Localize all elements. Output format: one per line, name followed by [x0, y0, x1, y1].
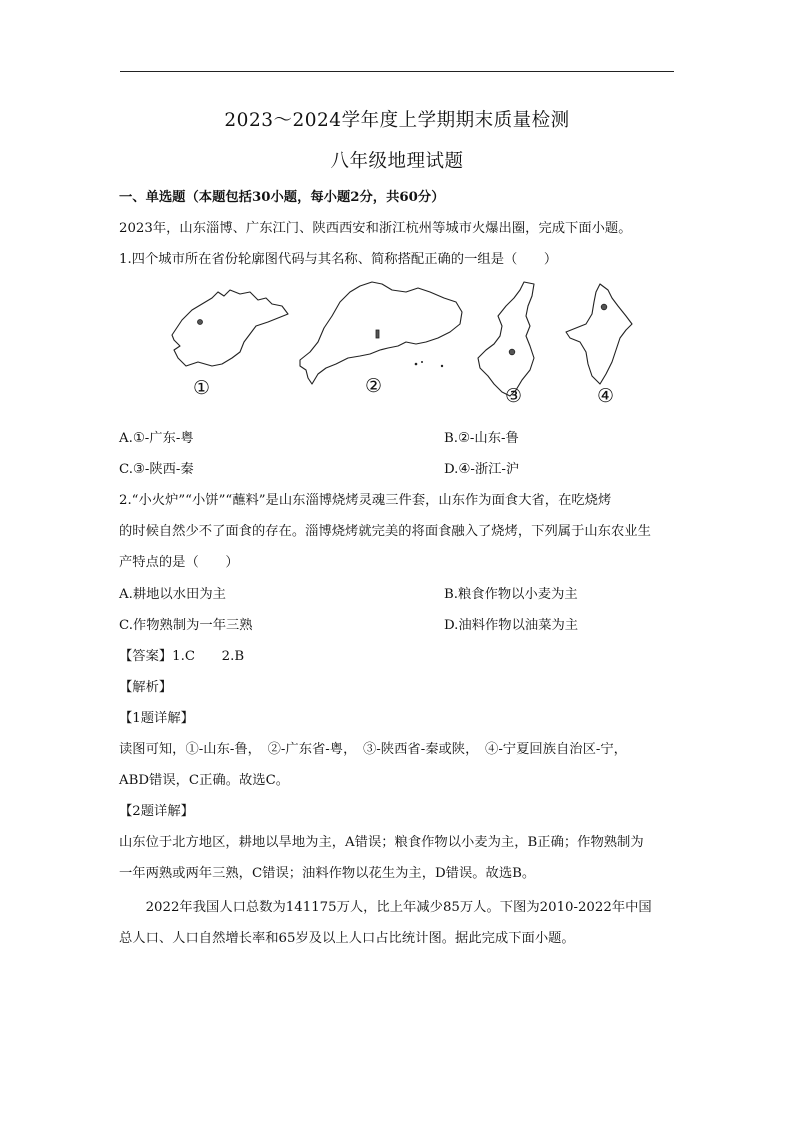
- intro-text-2-line-1: 2022年我国人口总数为141175万人，比上年减少85万人。下图为2010-2022年中国: [119, 900, 652, 915]
- map-guangdong-island: [441, 365, 443, 367]
- map-shandong-city-dot: [198, 320, 203, 325]
- question-2-stem-line-2: 的时候自然少不了面食的存在。淄博烧烤就完美的将面食融入了烧烤，下列属于山东农业生: [119, 524, 651, 539]
- page-title: 2023～2024学年度上学期期末质量检测: [224, 110, 570, 131]
- map-label-3: ③: [505, 385, 523, 407]
- detail-1-line-1: 读图可知，①-山东-鲁， ②-广东省-粤， ③-陕西省-秦或陕， ④-宁夏回族自治区-宁，: [119, 742, 627, 757]
- map-guangdong-island: [421, 361, 423, 363]
- question-2-stem-line-3: 产特点的是（ ）: [119, 555, 239, 570]
- detail-2-heading: 【2题详解】: [119, 804, 194, 819]
- question-1-stem: 1.四个城市所在省份轮廓图代码与其名称、简称搭配正确的一组是（ ）: [119, 252, 558, 267]
- q1-option-c: C.③-陕西-秦: [119, 462, 194, 477]
- map-label-4: ④: [597, 385, 615, 407]
- intro-text-1: 2023年，山东淄博、广东江门、陕西西安和浙江杭州等城市火爆出圈，完成下面小题。: [119, 221, 632, 236]
- map-label-1: ①: [193, 377, 211, 399]
- detail-2-line-1: 山东位于北方地区，耕地以旱地为主，A错误；粮食作物以小麦为主，B正确；作物熟制为: [119, 835, 644, 850]
- detail-1-line-2: ABD错误，C正确。故选C。: [119, 773, 290, 788]
- map-ningxia-outline: [566, 284, 632, 384]
- map-shaanxi-outline: [478, 282, 534, 396]
- map-shaanxi-city-dot: [509, 349, 515, 355]
- detail-1-heading: 【1题详解】: [119, 711, 194, 726]
- q1-option-b: B.②-山东-鲁: [444, 431, 519, 446]
- question-2-stem-line-1: 2.“小火炉”“小饼”“蘸料”是山东淄博烧烤灵魂三件套，山东作为面食大省，在吃烧烤: [119, 493, 612, 508]
- detail-2-line-2: 一年两熟或两年三熟，C错误；油料作物以花生为主，D错误。故选B。: [119, 866, 536, 881]
- q1-option-a: A.①-广东-粤: [119, 431, 194, 446]
- intro-text-2-line-2: 总人口、人口自然增长率和65岁及以上人口占比统计图。据此完成下面小题。: [119, 931, 575, 946]
- map-ningxia-city-dot: [601, 304, 607, 310]
- q1-option-d: D.④-浙江-沪: [444, 462, 520, 477]
- q2-option-d: D.油料作物以油菜为主: [444, 618, 579, 633]
- q2-option-b: B.粮食作物以小麦为主: [444, 587, 578, 602]
- answer-line: 【答案】1.C 2.B: [119, 649, 245, 664]
- section-heading: 一、单选题（本题包括30小题，每小题2分，共60分）: [119, 190, 445, 205]
- map-guangdong-island: [415, 363, 418, 366]
- header-rule: [120, 71, 674, 72]
- province-outline-maps: [160, 280, 640, 415]
- map-guangdong-city-mark: [376, 330, 379, 338]
- map-label-2: ②: [365, 375, 383, 397]
- map-shandong-outline: [172, 290, 288, 366]
- province-outlines-figure: [160, 280, 640, 415]
- q2-option-a: A.耕地以水田为主: [119, 587, 226, 602]
- map-guangdong-outline: [300, 282, 462, 384]
- q2-option-c: C.作物熟制为一年三熟: [119, 618, 253, 633]
- analysis-heading: 【解析】: [119, 680, 173, 695]
- page-subtitle: 八年级地理试题: [330, 151, 464, 172]
